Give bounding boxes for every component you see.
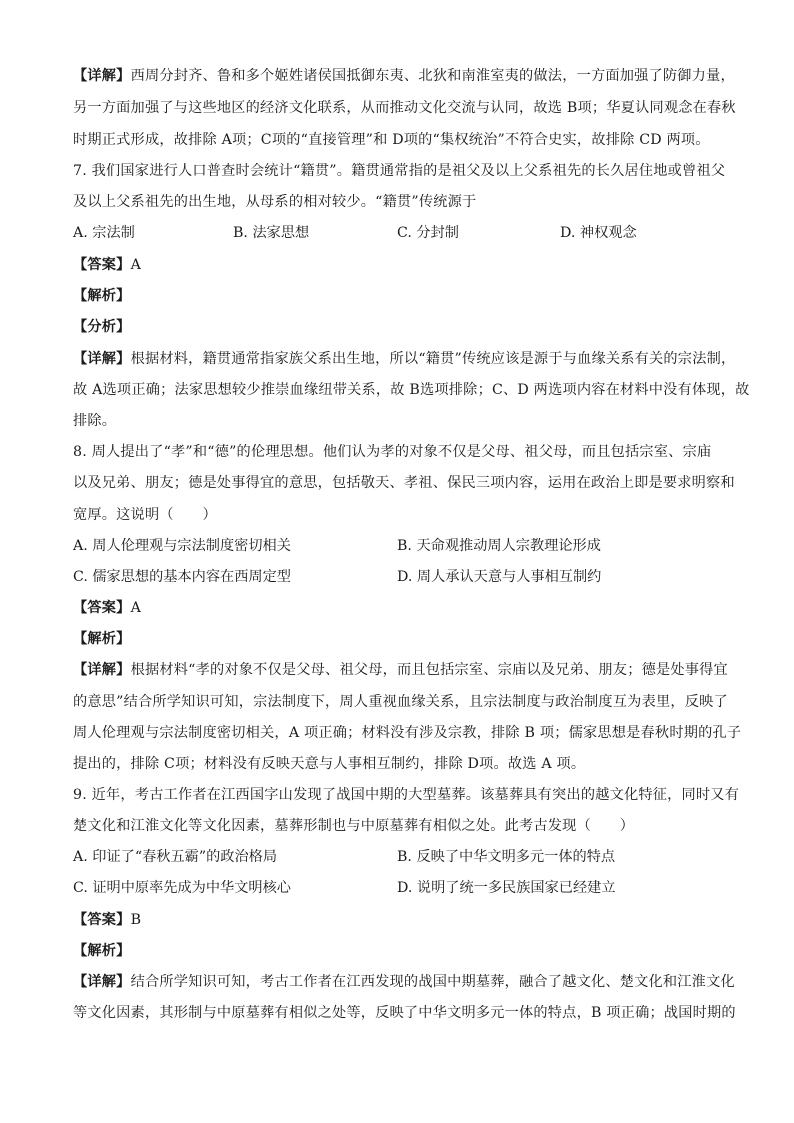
q9-option-d: D. 说明了统一多民族国家已经建立: [397, 880, 616, 896]
q9-stem-line-1: 9. 近年，考古工作者在江西国字山发现了战国中期的大型墓葬。该墓葬具有突出的越文化特征，同时又有: [73, 787, 740, 803]
q9-analysis-heading: 【解析】: [73, 943, 131, 959]
q7-option-d: D. 神权观念: [560, 225, 637, 241]
detail-tag: 【详解】: [73, 68, 131, 84]
q8-detail-line-3: 周人伦理观与宗法制度密切相关，A 项正确；材料没有涉及宗教，排除 B 项；儒家思想是春秋时期的孔子: [73, 725, 742, 741]
q6-detail-line-1: 【详解】西周分封齐、鲁和多个姬姓诸侯国抵御东夷、北狄和南淮室夷的做法，一方面加强了防御力量，: [73, 68, 735, 84]
q6-detail-line-2: 另一方面加强了与这些地区的经济文化联系，从而推动文化交流与认同，故选 B项；华夏认同观念在春秋: [73, 100, 736, 116]
q9-detail-line-2: 等文化因素，其形制与中原墓葬有相似之处等，反映了中华文明多元一体的特点，B 项正确；战国时期的: [73, 1005, 736, 1021]
q8-analysis-heading: 【解析】: [73, 631, 131, 647]
q7-detail-line-1: 【详解】根据材料，籍贯通常指家族父系出生地，所以“籍贯”传统应该是源于与血缘关系有关的宗法制，: [73, 351, 736, 367]
q9-detail-line-1: 【详解】结合所学知识可知，考古工作者在江西发现的战国中期墓葬，融合了越文化、楚文化和江淮文化: [73, 974, 735, 990]
q6-detail-line-3: 时期正式形成，故排除 A项；C项的“直接管理”和 D项的“集权统治”不符合史实，故排除 CD 两项。: [73, 132, 710, 148]
q7-detail-line-3: 排除。: [73, 413, 117, 429]
q7-detail-line-2: 故 A选项正确；法家思想较少推崇血缘纽带关系，故 B选项排除；C、D 两选项内容在材料中没有体现，故: [73, 382, 750, 398]
q8-stem-line-1: 8. 周人提出了“孝”和“德”的伦理思想。他们认为孝的对象不仅是父母、祖父母，而且包括宗室、宗庙: [73, 444, 712, 460]
q7-answer: 【答案】A: [73, 257, 142, 273]
q9-option-b: B. 反映了中华文明多元一体的特点: [397, 849, 616, 865]
q9-option-a: A. 印证了“春秋五霸”的政治格局: [73, 849, 278, 865]
q7-option-b: B. 法家思想: [233, 225, 310, 241]
q7-analysis-heading: 【解析】: [73, 288, 131, 304]
q7-stem-line-1: 7. 我们国家进行人口普查时会统计“籍贯”。籍贯通常指的是祖父及以上父系祖先的长久居住地或曾祖父: [73, 163, 726, 179]
q8-option-d: D. 周人承认天意与人事相互制约: [397, 569, 602, 585]
q7-option-a: A. 宗法制: [73, 225, 135, 241]
q8-detail-line-1: 【详解】根据材料“孝的对象不仅是父母、祖父母，而且包括宗室、宗庙以及兄弟、朋友；德是处事得宜: [73, 662, 728, 678]
q8-stem-line-3: 宽厚。这说明（ ）: [73, 507, 217, 523]
q8-detail-line-4: 提出的，排除 C项；材料没有反映天意与人事相互制约，排除 D项。故选 A 项。: [73, 756, 586, 772]
q8-detail-line-2: 的意思”结合所学知识可知，宗法制度下，周人重视血缘关系，且宗法制度与政治制度互为表里，反映了: [73, 694, 728, 710]
q7-option-c: C. 分封制: [397, 225, 459, 241]
q9-option-c: C. 证明中原率先成为中华文明核心: [73, 880, 291, 896]
q9-answer: 【答案】B: [73, 912, 142, 928]
q8-stem-line-2: 以及兄弟、朋友；德是处事得宜的意思，包括敬天、孝祖、保民三项内容，运用在政治上即是要求明察和: [73, 475, 735, 491]
q9-stem-line-2: 楚文化和江淮文化等文化因素，墓葬形制也与中原墓葬有相似之处。此考古发现（ ）: [73, 818, 635, 834]
q7-breakdown-heading: 【分析】: [73, 319, 131, 335]
q8-option-b: B. 天命观推动周人宗教理论形成: [397, 538, 601, 554]
q7-stem-line-2: 及以上父系祖先的出生地，从母系的相对较少。“籍贯”传统源于: [73, 194, 477, 210]
q8-option-c: C. 儒家思想的基本内容在西周定型: [73, 569, 291, 585]
q8-answer: 【答案】A: [73, 600, 142, 616]
q8-option-a: A. 周人伦理观与宗法制度密切相关: [73, 538, 291, 554]
